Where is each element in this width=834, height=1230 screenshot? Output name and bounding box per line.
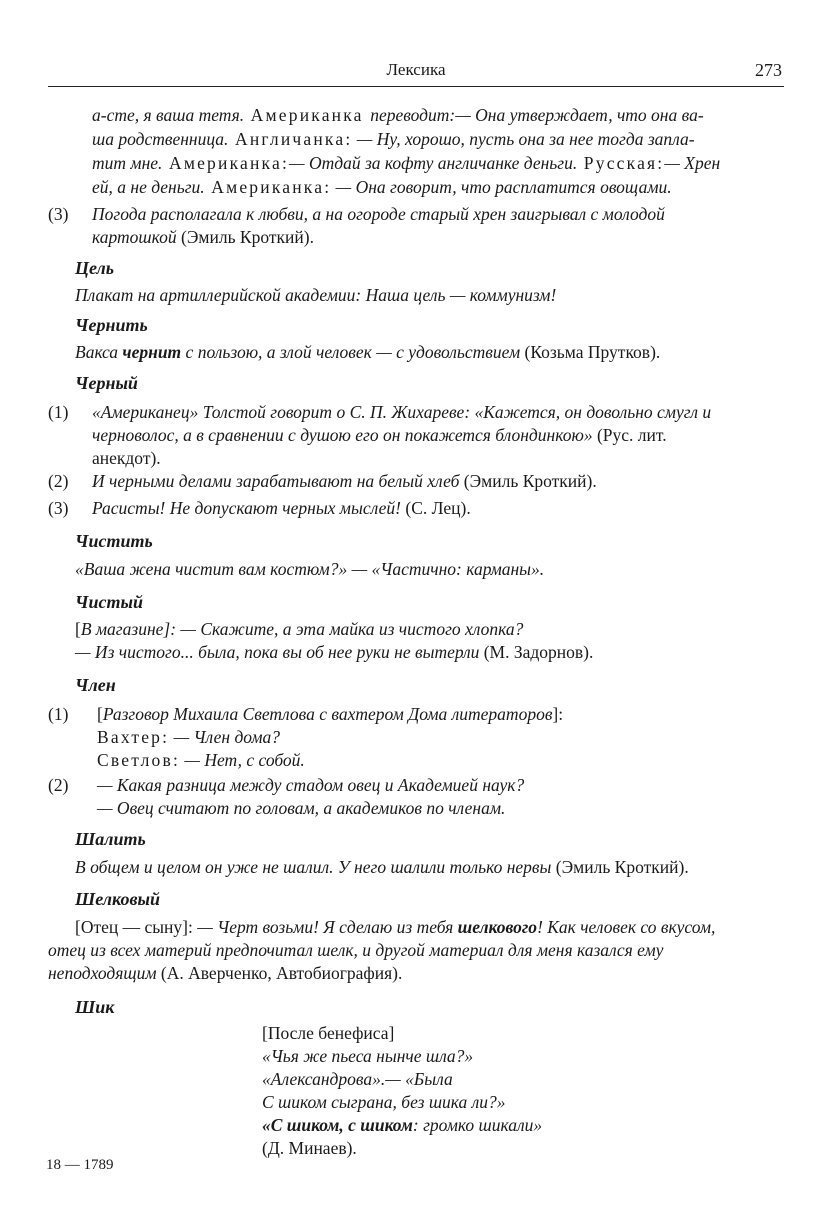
entry-headword: Чистить: [75, 531, 153, 551]
entry-headword: Чернить: [75, 315, 148, 335]
verse-line: (Д. Минаев).: [262, 1138, 357, 1158]
text-line: отец из всех материй предпочитал шелк, и другой материал для меня казался ему: [48, 940, 664, 960]
item-number: (1): [48, 704, 69, 724]
text-line: — Какая разница между стадом овец и Академией наук?: [97, 775, 525, 795]
verse-line: «Чья же пьеса нынче шла?»: [262, 1046, 474, 1066]
text-line: В общем и целом он уже не шалил. У него шалили только нервы (Эмиль Кроткий).: [75, 857, 689, 877]
text-line: «Ваша жена чистит вам костюм?» — «Частично: карманы».: [75, 559, 545, 579]
text-line: черноволос, а в сравнении с душою его он покажется блондинкою» (Рус. лит.: [92, 425, 667, 445]
text-line: Расисты! Не допускают черных мыслей! (С. Лец).: [92, 498, 471, 518]
header-title: Лексика: [386, 60, 446, 79]
text-line: — Овец считают по головам, а академиков по членам.: [97, 798, 506, 818]
text-line: Плакат на артиллерийской академии: Наша цель — коммунизм!: [75, 285, 557, 305]
entry-headword: Шалить: [75, 829, 146, 849]
text-line: картошкой (Эмиль Кроткий).: [92, 227, 314, 247]
text-line: неподходящим (А. Аверченко, Автобиография).: [48, 963, 403, 983]
entry-headword: Черный: [75, 373, 138, 393]
text-line: Светлов: — Нет, с собой.: [97, 750, 305, 770]
text-line: ша родственница. Англичанка: — Ну, хорошо, пусть она за нее тогда запла-: [92, 129, 695, 149]
verse-line: С шиком сыграна, без шика ли?»: [262, 1092, 506, 1112]
item-number: (1): [48, 402, 69, 422]
text-line: [Отец — сыну]: — Черт возьми! Я сделаю из тебя шелкового! Как человек со вкусом,: [75, 917, 716, 937]
entry-headword: Цель: [75, 258, 115, 278]
entry-headword: Чистый: [75, 592, 143, 612]
printer-signature: 18 — 1789: [46, 1157, 114, 1173]
text-line: «Американец» Толстой говорит о С. П. Жихареве: «Кажется, он довольно смугл и: [92, 402, 712, 422]
text-line: тит мне. Американка:— Отдай за кофту англичанке деньги. Русская:— Хрен: [92, 153, 721, 173]
item-number: (3): [48, 498, 69, 518]
verse-line: «С шиком, с шиком: громко шикали»: [262, 1115, 543, 1135]
text-line: [В магазине]: — Скажите, а эта майка из чистого хлопка?: [75, 619, 524, 639]
text-line: — Из чистого... была, пока вы об нее руки не вытерли (М. Задорнов).: [75, 642, 594, 662]
text-line: ей, а не деньги. Американка: — Она говорит, что расплатится овощами.: [92, 177, 672, 197]
verse-line: [После бенефиса]: [262, 1023, 395, 1043]
item-number: (2): [48, 775, 69, 795]
verse-line: «Александрова».— «Была: [262, 1069, 453, 1089]
item-number: (2): [48, 471, 69, 491]
text-line: Погода располагала к любви, а на огороде старый хрен заигрывал с молодой: [92, 204, 665, 224]
entry-headword: Шелковый: [75, 889, 161, 909]
text-line: Вакса чернит с пользою, а злой человек — с удовольствием (Козьма Прутков).: [75, 342, 661, 362]
page-number: 273: [755, 60, 782, 80]
text-line: Вахтер: — Член дома?: [97, 727, 281, 747]
text-line: И черными делами зарабатывают на белый хлеб (Эмиль Кроткий).: [92, 471, 597, 491]
entry-headword: Шик: [75, 997, 115, 1017]
item-number: (3): [48, 204, 69, 224]
text-line: анекдот).: [92, 448, 161, 468]
text-line: [Разговор Михаила Светлова с вахтером Дома литераторов]:: [97, 704, 564, 724]
running-header: [48, 60, 784, 87]
text-line: а-сте, я ваша тетя. Американка переводит:— Она утверждает, что она ва-: [92, 105, 704, 125]
entry-headword: Член: [75, 675, 116, 695]
